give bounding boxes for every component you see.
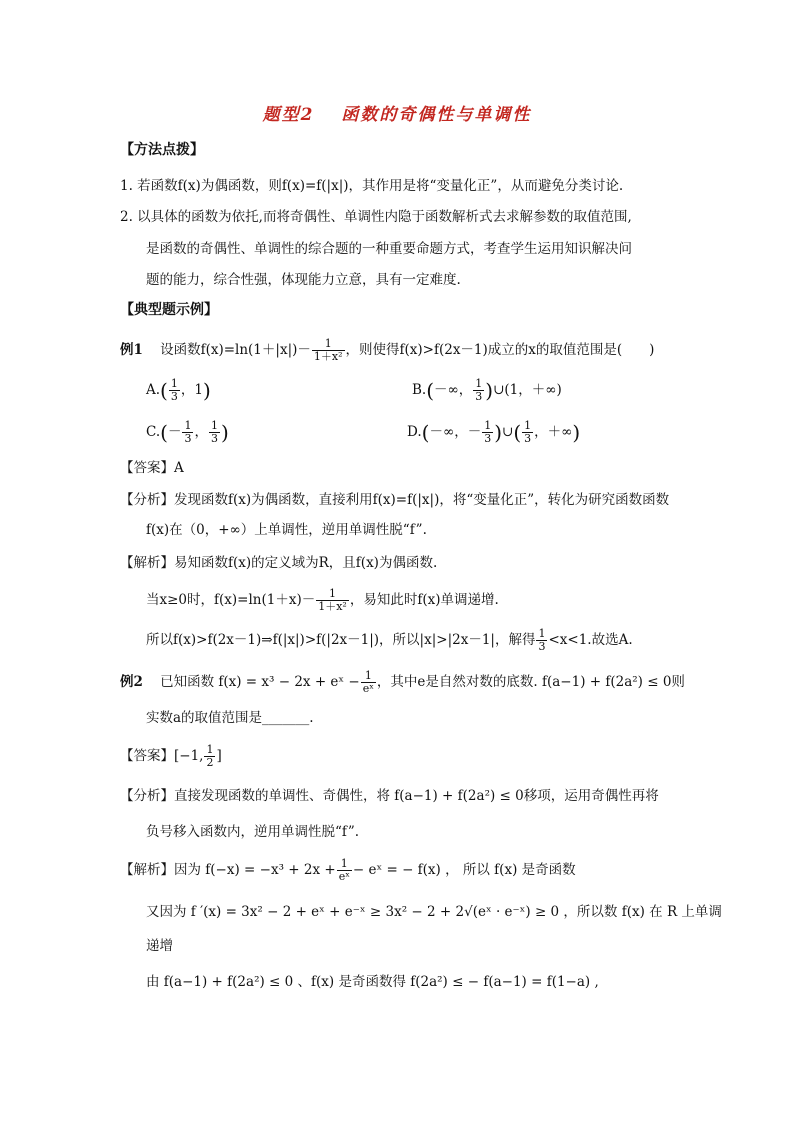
example1-solution-line2: 当x≥0时，f(x)=ln(1＋x)－ $\frac{1}{\text{1＋x²}}$ ，易知此时f(x)单调递增. [146, 587, 499, 613]
method-heading: 【方法点拨】 [120, 142, 204, 158]
option-a: A.( $\frac{1}{3}$ ，1) [146, 377, 211, 403]
option-d: D.(－∞，－ $\frac{1}{3}$ )∪( $\frac{1}{3}$ ，＋∞) [407, 419, 581, 445]
example2-analysis-line1: 【分析】直接发现函数的单调性、奇偶性，将 f(a−1) + f(2a²) ≤ 0移项，运用奇偶性再将 [120, 788, 659, 804]
example1-answer: 【答案】A [120, 460, 184, 476]
example2-analysis-line2: 负号移入函数内，逆用单调性脱“f”. [146, 824, 360, 840]
example2-solution-line3: 递增 [146, 938, 173, 954]
option-c: C.(－ $\frac{1}{3}$ ， $\frac{1}{3}$ ) [146, 419, 229, 445]
example1-analysis-line2: f(x)在（0，+∞）上单调性，逆用单调性脱“f”. [146, 522, 427, 538]
method-point-1: 1. 若函数f(x)为偶函数，则f(x)=f(|x|)，其作用是将“变量化正”，从而避免分类讨论. [120, 178, 624, 194]
example2-solution-line1: 【解析】因为 f(−x) = −x³ + 2x + $\frac{1}{\text{eˣ}}$ − eˣ = − f(x) ， 所以 f(x) 是奇函数 [120, 857, 576, 883]
method-point-2-line3: 题的能力，综合性强，体现能力立意，具有一定难度. [146, 272, 461, 288]
method-point-2-line2: 是函数的奇偶性、单调性的综合题的一种重要命题方式，考查学生运用知识解决问 [146, 241, 632, 257]
example1-solution-line1: 【解析】易知函数f(x)的定义域为R，且f(x)为偶函数. [120, 555, 438, 571]
page-title: 题型2 函数的奇偶性与单调性 [262, 105, 532, 125]
example2-solution-line2: 又因为 f ′(x) = 3x² − 2 + eˣ + e⁻ˣ ≥ 3x² − 2 + 2√(eˣ · e⁻ˣ) ≥ 0 ，所以数 f(x) 在 R 上单调 [146, 904, 722, 920]
example1-label: 例1 [120, 342, 143, 358]
method-point-2-line1: 2. 以具体的函数为依托,而将奇偶性、单调性内隐于函数解析式去求解参数的取值范围, [120, 209, 632, 225]
example1-solution-line3: 所以f(x)>f(2x－1)⇒f(|x|)>f(|2x－1|)，所以|x|>|2x－1|，解得 $\frac{1}{3}$ <x<1.故选A. [146, 627, 633, 653]
example2-stem-line2: 实数a的取值范围是_______. [146, 710, 314, 726]
fraction: $\frac{1}{\text{1＋x²}}$ [313, 337, 343, 363]
example1-analysis-line1: 【分析】发现函数f(x)为偶函数，直接利用f(x)=f(|x|)，将“变量化正”，转化为研究函数函数 [120, 492, 670, 508]
example2-solution-line4: 由 f(a−1) + f(2a²) ≤ 0 、f(x) 是奇函数得 f(2a²) ≤ − f(a−1) = f(1−a) , [146, 974, 599, 990]
example1-stem: 例1 设函数f(x)=ln(1＋|x|)－ $\frac{1}{\text{1＋x²}}$ ，则使得f(x)>f(2x－1)成立的x的取值范围是( ) [120, 337, 655, 363]
option-b: B.(－∞， $\frac{1}{3}$ )∪(1，＋∞) [412, 377, 562, 403]
example2-stem: 例2 已知函数 f(x) = x³ − 2x + eˣ − $\frac{1}{\text{eˣ}}$ ，其中e是自然对数的底数. f(a−1) + f(2a²) ≤ 0则 [120, 669, 685, 695]
example2-label: 例2 [120, 674, 143, 690]
example2-answer: 【答案】[−1, $\frac{1}{2}$ ] [120, 743, 222, 769]
examples-heading: 【典型题示例】 [120, 302, 218, 318]
